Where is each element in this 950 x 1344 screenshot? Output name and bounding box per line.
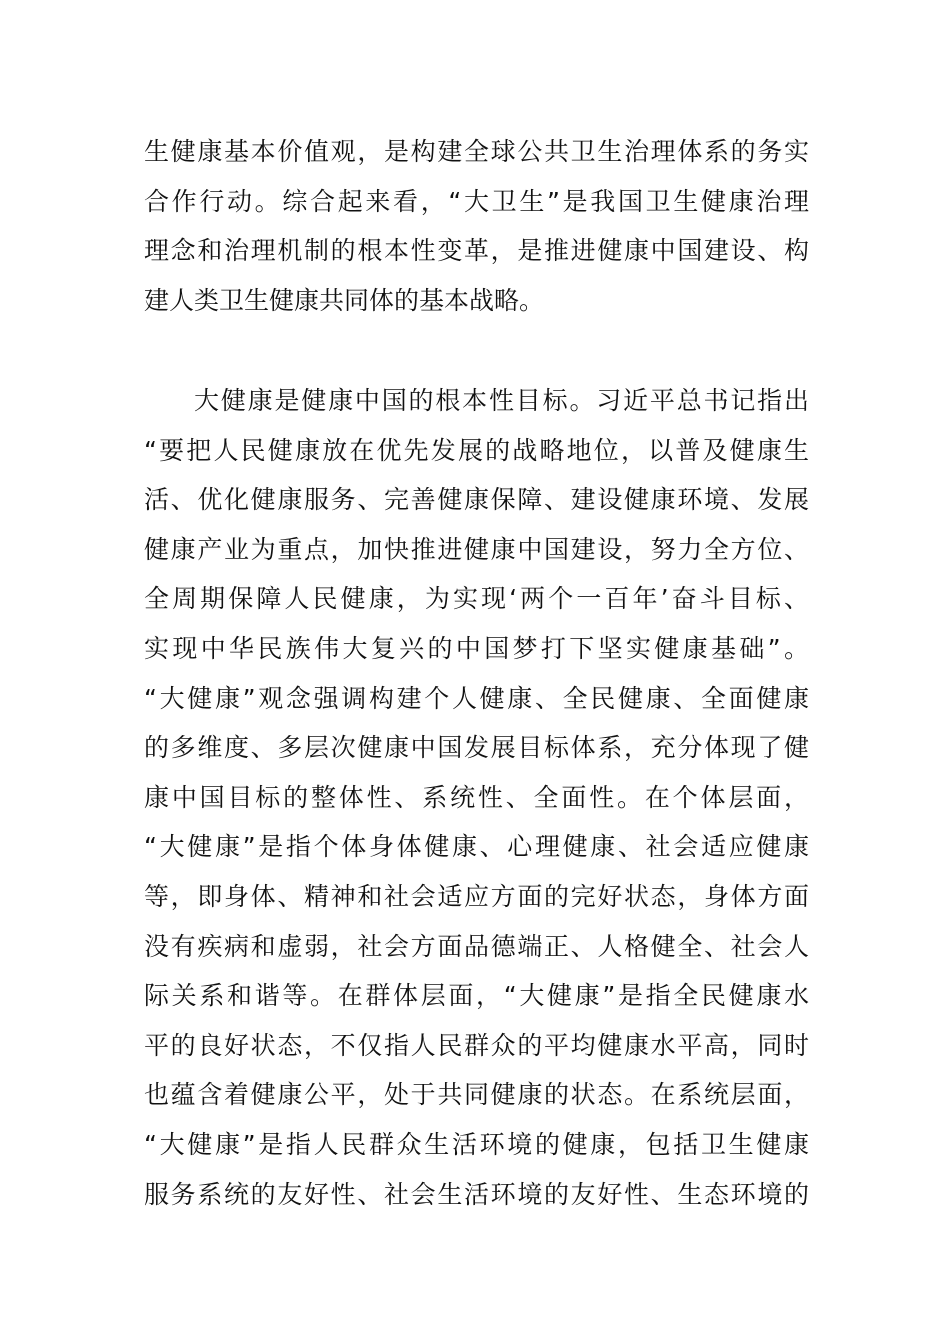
text-line: 没有疾病和虚弱，社会方面品德端正、人格健全、社会人 xyxy=(144,931,809,961)
text-line: 的多维度、多层次健康中国发展目标体系，充分体现了健 xyxy=(144,733,809,763)
text-line: 服务系统的友好性、社会生活环境的友好性、生态环境的 xyxy=(144,1179,809,1209)
text-line: 活、优化健康服务、完善健康保障、建设健康环境、发展 xyxy=(144,485,809,515)
text-line: 等，即身体、精神和社会适应方面的完好状态，身体方面 xyxy=(144,881,809,911)
text-line: 大健康是健康中国的根本性目标。习近平总书记指出 xyxy=(194,386,809,415)
text-line: 实现中华民族伟大复兴的中国梦打下坚实健康基础”。 xyxy=(144,633,809,663)
paragraph-continuation xyxy=(144,127,809,325)
text-line: 建人类卫生健康共同体的基本战略。 xyxy=(144,285,545,315)
text-line: 际关系和谐等。在群体层面，“大健康”是指全民健康水 xyxy=(144,981,809,1011)
text-line: “要把人民健康放在优先发展的战略地位，以普及健康生 xyxy=(144,435,809,465)
text-line: 也蕴含着健康公平，处于共同健康的状态。在系统层面， xyxy=(144,1080,809,1110)
text-line: 平的良好状态，不仅指人民群众的平均健康水平高，同时 xyxy=(144,1030,809,1060)
text-line: 康中国目标的整体性、系统性、全面性。在个体层面， xyxy=(144,782,809,812)
text-line: 理念和治理机制的根本性变革，是推进健康中国建设、构 xyxy=(144,236,809,266)
text-line: “大健康”是指人民群众生活环境的健康，包括卫生健康 xyxy=(144,1129,809,1159)
text-line: “大健康”观念强调构建个人健康、全民健康、全面健康 xyxy=(144,683,809,713)
paragraph-big-health xyxy=(144,376,809,1219)
text-line: “大健康”是指个体身体健康、心理健康、社会适应健康 xyxy=(144,832,809,862)
text-line: 生健康基本价值观，是构建全球公共卫生治理体系的务实 xyxy=(144,137,809,166)
text-line: 合作行动。综合起来看，“大卫生”是我国卫生健康治理 xyxy=(144,186,809,216)
text-line: 健康产业为重点，加快推进健康中国建设，努力全方位、 xyxy=(144,534,809,564)
text-line: 全周期保障人民健康，为实现‘两个一百年’奋斗目标、 xyxy=(144,584,809,614)
